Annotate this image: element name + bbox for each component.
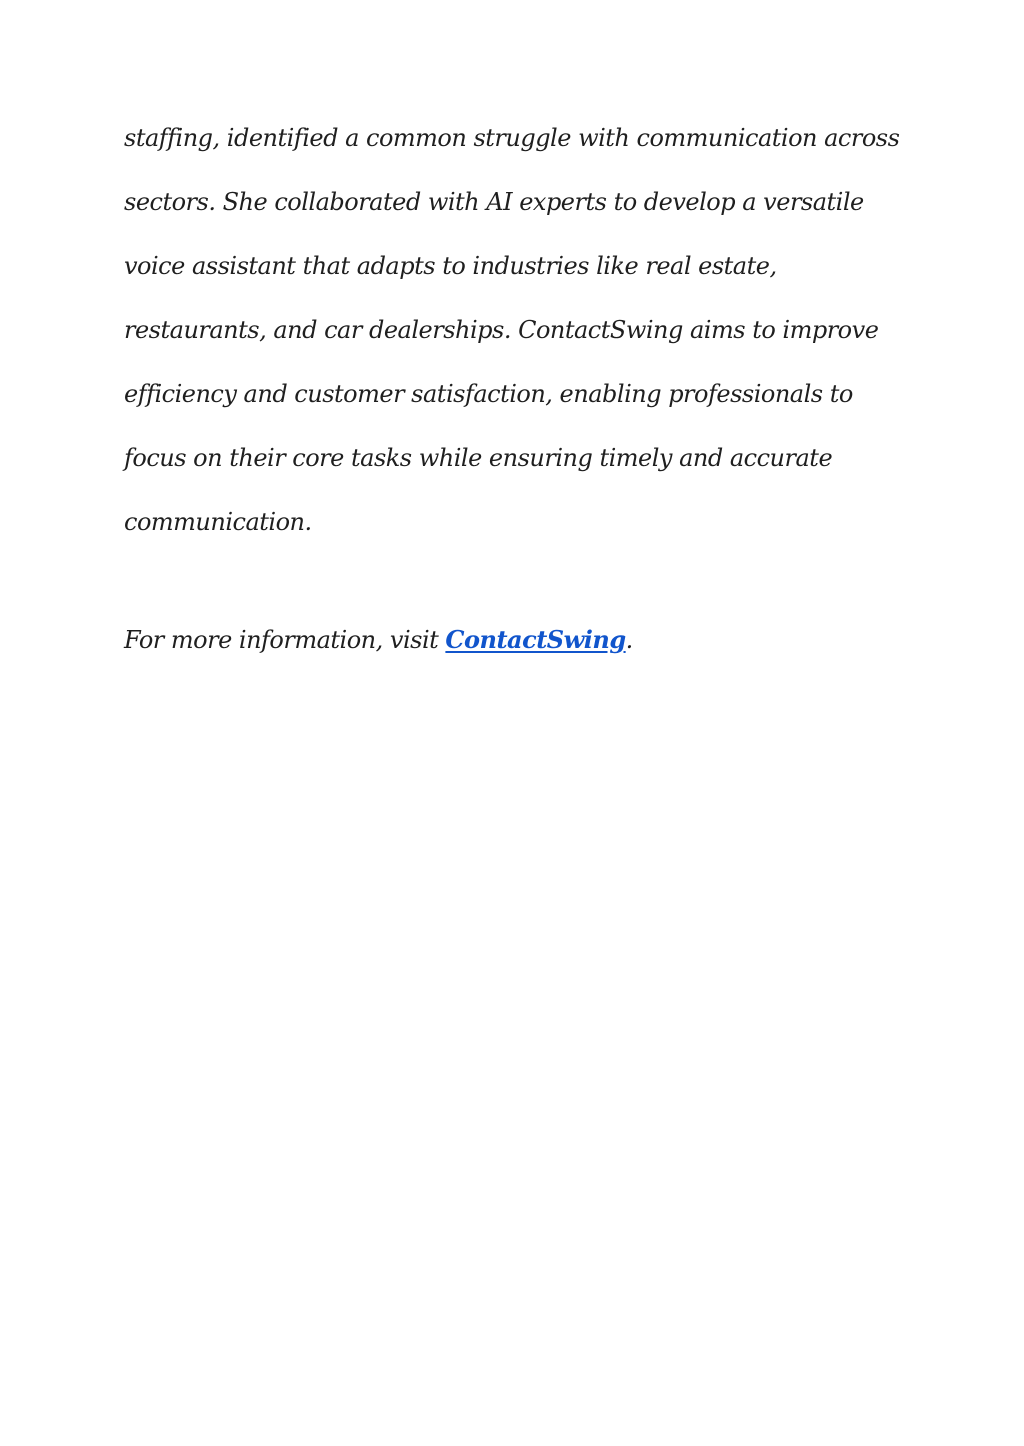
paragraph-line: communication.: [124, 508, 312, 536]
paragraph-line: staffing, identified a common struggle with communication across: [124, 124, 900, 152]
more-info-suffix: .: [625, 626, 633, 654]
paragraph-line: restaurants, and car dealerships. ContactSwing aims to improve: [124, 316, 879, 344]
paragraph-line: efficiency and customer satisfaction, enabling professionals to: [124, 380, 853, 408]
more-info-prefix: For more information, visit: [124, 626, 446, 654]
body-paragraph: [124, 118, 914, 566]
paragraph-line: focus on their core tasks while ensuring timely and accurate: [124, 444, 833, 472]
paragraph-line: sectors. She collaborated with AI experts to develop a versatile: [124, 188, 864, 216]
paragraph-line: voice assistant that adapts to industries like real estate,: [124, 252, 777, 280]
more-info-sentence: [124, 620, 633, 660]
contactswing-link[interactable]: ContactSwing: [445, 625, 626, 654]
